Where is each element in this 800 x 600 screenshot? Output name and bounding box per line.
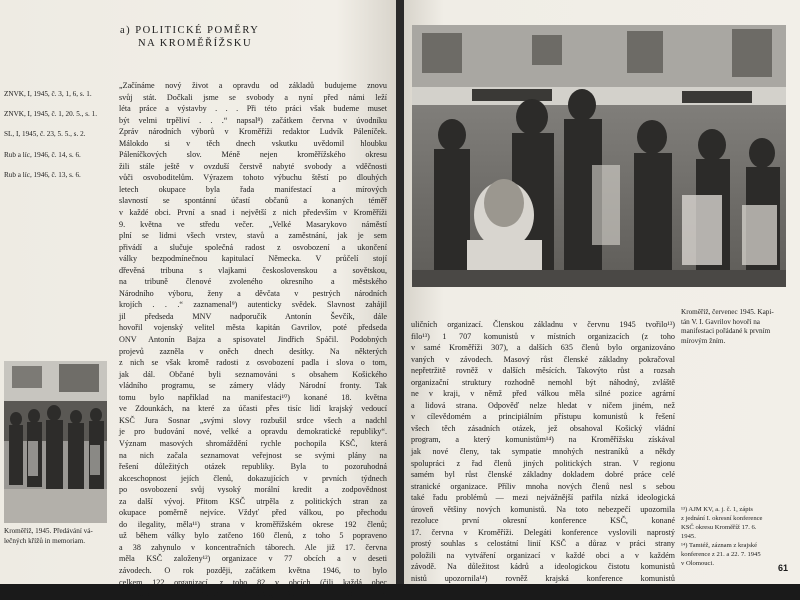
- text-line: Páleníčkových slov. Méně nejen kroměřížského okresu: [119, 150, 387, 160]
- margin-reference: Rub a líc, 1946, č. 14, s. 6.: [4, 150, 81, 159]
- margin-reference: ZNVK, I, 1945, č. 1, 20. 5., s. 1.: [4, 110, 98, 119]
- text-line: jak dál. Občané byli seznamováni s obsahem Košického: [119, 369, 387, 379]
- text-line: na nich začala seznamovat veřejnost se svými plány na: [119, 450, 387, 460]
- text-line: letech okupace byla řada manifestací a mírových: [119, 184, 387, 194]
- text-line: Národního výboru, ženy a děvčata v pestrých národních: [119, 288, 387, 298]
- small-caption-line-1: Kroměříž, 1945. Předávání vá-: [4, 527, 93, 535]
- text-line: projevů zazněla v oněch dnech desítky. Na některých: [119, 346, 387, 356]
- text-line: tomu bylo například na manifestaci¹⁰) konané 18. května: [119, 392, 387, 402]
- right-page: [404, 0, 800, 584]
- section-heading: [120, 24, 390, 50]
- caption-line: mírovým žním.: [681, 336, 726, 345]
- text-line: léta práce a výstavby . . . Při této práci však budeme muset: [119, 104, 387, 114]
- main-text-column: [119, 80, 387, 600]
- text-line: okupace poměrně nejvíce. Vždyť před válkou, po přechodu: [119, 508, 387, 518]
- text-line: položili na vytváření organizací v každé obci a v každém: [411, 550, 675, 560]
- footnote-line: konference z 21. a 22. 7. 1945: [681, 551, 761, 558]
- text-line: stranické organizace. Příliv mnoha nových členů nesl s sebou: [411, 481, 675, 491]
- text-line: do ilegality, měla¹¹) strana v kroměřížském okrese 192 členů;: [119, 519, 387, 529]
- text-line: jak nové členy, tak sympatie mnohých nestraníků a někdy: [411, 447, 675, 457]
- text-line: přivádí a slučuje společná radost z osvobození a ukončení: [119, 242, 387, 252]
- text-line: ne v kraji, v němž před válkou měla silné pozice agrární: [411, 389, 675, 399]
- page-number: 61: [778, 563, 789, 573]
- small-photo-caption: [4, 527, 112, 546]
- text-line: nistů upozornila¹⁴) rovněž krajská konference komunistů: [411, 574, 675, 584]
- footnote-line: v Olomouci.: [681, 560, 714, 567]
- text-line: je pro budování nové, velké a opravdu demokratické republiky“.: [119, 427, 387, 437]
- footnote-line: z jednání I. okresní konference: [681, 515, 763, 522]
- text-line: v každé obci. První a snad i největší z nich především v Kroměříži: [119, 208, 387, 218]
- text-line: ONV Antonín Bajza a spisovatel Jindřich Spáčil. Podobných: [119, 335, 387, 345]
- left-page: [0, 0, 396, 599]
- text-line: 17. června v Kroměříži. Delegáti konference vyslovili naprostý: [411, 527, 675, 537]
- text-line: svůj stát. Dočkali jsme se svobody a nyní před námi leží: [119, 92, 387, 102]
- text-line: spolupráci z řad členů jiných politických stran. V regionu: [411, 458, 675, 468]
- caption-line: tán V. I. Gavrilov hovoří na: [681, 317, 760, 326]
- big-photo-caption: [681, 308, 793, 346]
- right-text-column: [411, 319, 675, 585]
- text-line: vůči osvoboditelům. Výrazem tohoto výbuchu štěstí po dlouhých: [119, 173, 387, 183]
- photo-medal-ceremony: [4, 361, 107, 523]
- text-line: měla KSČ založeny¹²) organizace v 77 obcích a v deseti: [119, 554, 387, 564]
- text-line: vaných v závodech. Masový růst členské základny pokračoval: [411, 354, 675, 364]
- heading-line-1: a) POLITICKÉ POMĚRY: [120, 25, 260, 36]
- text-line: program, a který komunistům¹⁴) na Kroměřížsku získával: [411, 435, 675, 445]
- footnote-line: KSČ okresu Kroměříž 17. 6.: [681, 524, 757, 531]
- margin-reference: ZNVK, I, 1945, č. 3, 1, 6, s. 1.: [4, 90, 92, 98]
- text-line: v okrese měla stranickou organizaci), 26 v závodech a 14: [119, 589, 387, 599]
- text-line: Málokdo si v těch dnech vskutku uvědomil hloubku: [119, 138, 387, 148]
- text-line: vládního programu, se zámery vlády Národní fronty. Tak: [119, 381, 387, 391]
- footnote-line: 1945.: [681, 533, 696, 540]
- text-line: v cílevědomém a principiálním přístupu komunistů k řešení: [411, 412, 675, 422]
- text-line: řešení důležitých otázek republiky. Byla to pozoruhodná: [119, 462, 387, 472]
- text-line: v samé Kroměříži 307), a dalších 635 členů bylo organizováno: [411, 343, 675, 353]
- text-line: krojích . . .“ zaznamenal⁹) autenticky svědek. Slavnost zahájil: [119, 300, 387, 310]
- text-line: 9. května ve středu večer. „Velké Masarykovo náměstí: [119, 219, 387, 229]
- text-line: uličních organizací. Členskou základnu v červnu 1945 tvořilo¹³): [411, 320, 675, 329]
- text-line: ve Zdounkách, na které za účasti přes tisíc lidí krajský vedoucí: [119, 404, 387, 414]
- margin-reference: SL, I, 1945, č. 23, 5. 5., s. 2.: [4, 130, 86, 139]
- text-line: a 38 zahynulo v koncentračních táborech. Ale již 17. června: [119, 542, 387, 552]
- text-line: nepřetržitě rovněž v dalších měsících. Takovýto růst a rozsah: [411, 366, 675, 376]
- text-line: jil předseda MNV nadporučík Antonín Ševčík, dále: [119, 311, 387, 321]
- margin-reference: Rub a líc, 1946, č. 13, s. 6.: [4, 170, 81, 179]
- text-line: KSČ Jura Sosnar „svými slovy rozbušil srdce všech a nadchl: [119, 415, 387, 425]
- text-line: filo¹³) 1 707 komunistů v místních organizacích (z toho: [411, 331, 675, 341]
- book-spine: [396, 0, 404, 584]
- text-line: plní se lidmi všech vrstev, stavů a zaměstnání, jak je sem: [119, 231, 387, 241]
- text-line: slavností se spontánní účastí občanů a konaných téměř: [119, 196, 387, 206]
- text-line: za další vývoj. Přitom KSČ utrpěla z politických stran za: [119, 496, 387, 506]
- margin-references: [4, 84, 116, 185]
- text-line: samém byl růst členské základny dokladem dobré práce celé: [411, 470, 675, 480]
- photo-manifestation-crowd: [412, 25, 786, 287]
- footnote-line: ¹⁴) Tamtéž, záznam z krajské: [681, 542, 758, 549]
- text-line: žili stále ještě v ovzduší čerstvě nabyté svobody a vděčnosti: [119, 161, 387, 171]
- text-line: války bezpodmínečnou kapitulací Německa. V průčelí stojí: [119, 254, 387, 264]
- footnotes: [681, 505, 793, 568]
- text-line: na tribuně členové zvoleného okresního a městského: [119, 277, 387, 287]
- text-line: všech těch zásadních otázek, jež obsahoval Košický vládní: [411, 423, 675, 433]
- text-line: úroveň většiny nových komunistů. Na toto nebezpečí upozornila: [411, 504, 675, 514]
- text-line: Význam masových shromáždění rychle pochopila KSČ, která: [119, 438, 387, 448]
- footnote-line: ¹³) AJM KV, a. j. č. 1, zápis: [681, 506, 753, 513]
- text-line: a lidová strana. Odpověď nelze hledat v ničem jiném, než: [411, 400, 675, 410]
- text-line: rezoluce první okresní konference KSČ, konané: [411, 516, 675, 526]
- text-line: „Začínáme nový život a opravdu od základů budujeme znovu: [119, 81, 387, 90]
- text-line: organizační struktury rozhodně nemohl být náhodný, zvláště: [411, 377, 675, 387]
- text-line: po osvobození svůj vysoký morální kredit a zodpovědnost: [119, 485, 387, 495]
- text-line: z nich se však kromě radosti z osvobození padla i slova o tom,: [119, 358, 387, 368]
- text-line: Zpráv národních výborů v Kroměříži redaktor Ludvík Páleníček.: [119, 127, 387, 137]
- text-line: závodě. Na důležitost kádrů a ideologickou čistotu komunistů: [411, 562, 675, 572]
- caption-line: manifestaci pořádané k prvním: [681, 327, 771, 336]
- caption-line: Kroměříž, červenec 1945. Kapi-: [681, 308, 774, 316]
- text-line: také řadu problémů — mezi nejvážnější patřila nízká ideologická: [411, 493, 675, 503]
- text-line: být velmi trpěliví . . .“ napsal⁸) začátkem června v úvodníku: [119, 115, 387, 125]
- text-line: prostý souhlas s celostátní linií KSČ a důraz v práci strany: [411, 539, 675, 549]
- small-caption-line-2: lečných křížů in memoriam.: [4, 536, 86, 545]
- text-line: hovořil vojenský velitel města kapitán Gavrilov, poté předseda: [119, 323, 387, 333]
- heading-line-2: NA KROMĚŘÍŽSKU: [138, 38, 253, 49]
- text-line: celkem 122 organizací, z toho 82 v obcích (čili každá obec: [119, 577, 387, 587]
- text-line: už během války bylo zatčeno 160 členů, z toho 5 popraveno: [119, 531, 387, 541]
- text-line: dřevěná tribuna s vlajkami československou a sovětskou,: [119, 265, 387, 275]
- text-line: akceschopnost jejích členů, dokazujících v prvních týdnech: [119, 473, 387, 483]
- text-line: závodech. O rok později, začátkem května 1946, to bylo: [119, 565, 387, 575]
